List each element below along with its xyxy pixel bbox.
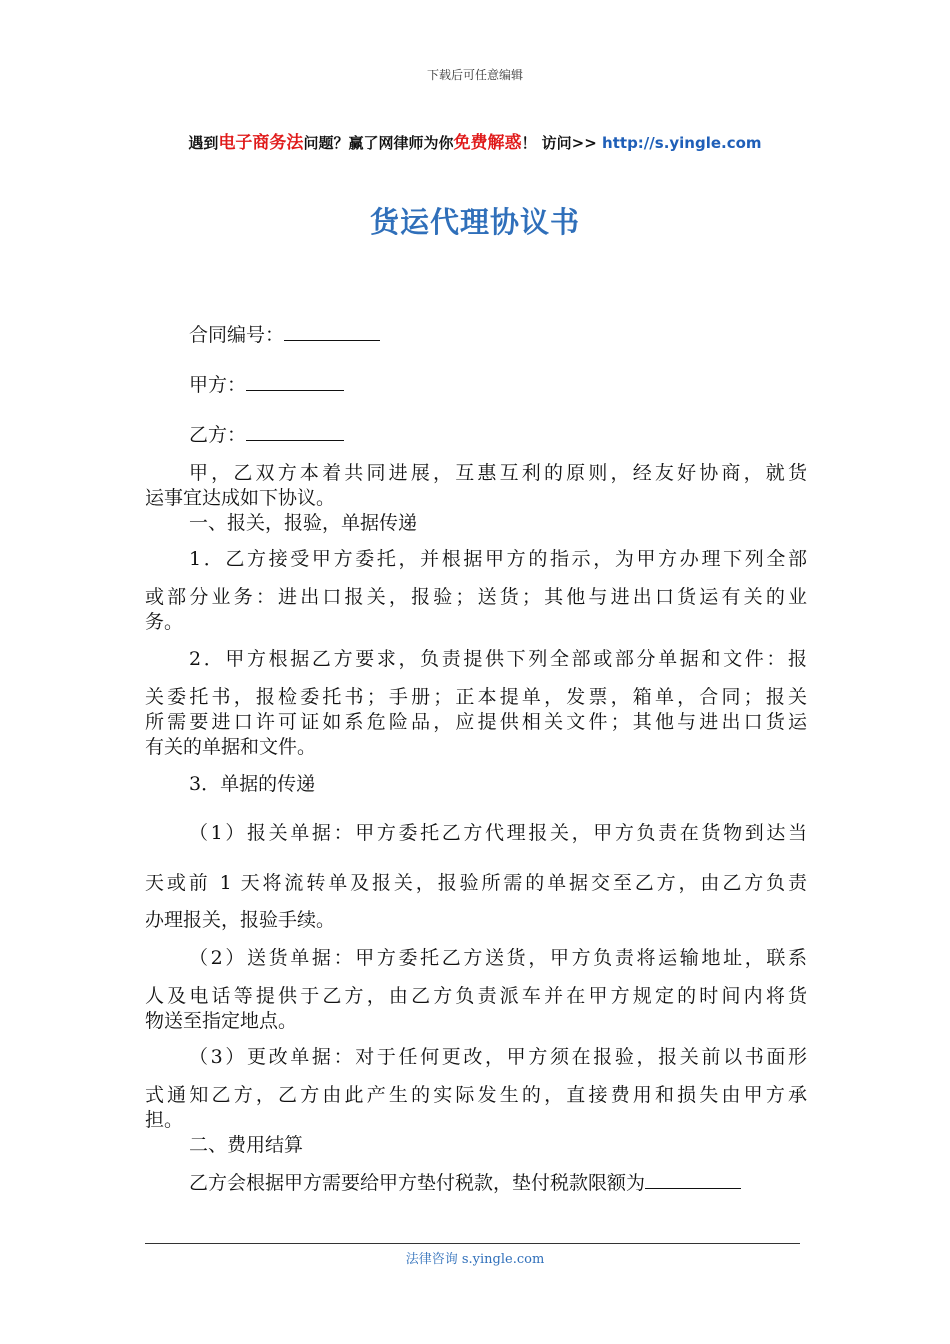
item-3a-line-3: 办理报关，报验手续。 (145, 909, 336, 931)
item-2-line-4: 有关的单据和文件。 (145, 736, 317, 758)
item-2-line-2: 关委托书，报检委托书；手册；正本提单，发票，箱单，合同；报关 (145, 686, 807, 708)
item-3b-line-3: 物送至指定地点。 (145, 1010, 298, 1032)
item-3c-line-1: （3）更改单据：对于任何更改，甲方须在报验，报关前以书面形 (189, 1046, 807, 1068)
party-b-line (189, 422, 344, 448)
footer-divider (145, 1243, 800, 1244)
item-3a-line-1: （1）报关单据：甲方委托乙方代理报关，甲方负责在货物到达当 (189, 822, 807, 844)
intro-line-2: 运事宜达成如下协议。 (145, 487, 336, 509)
promo-banner (0, 128, 950, 153)
party-b-blank (246, 422, 344, 441)
item-3a-line-2: 天或前 1 天将流转单及报关，报验所需的单据交至乙方，由乙方负责 (145, 872, 807, 894)
party-a-blank (246, 372, 344, 391)
fee-limit-blank (645, 1170, 741, 1189)
banner-highlight-free: 免费解惑 (453, 133, 522, 153)
fee-line (189, 1170, 741, 1196)
item-2-line-3: 所需要进口许可证如系危险品，应提供相关文件；其他与进出口货运 (145, 711, 807, 733)
banner-text-3: ！ 访问>> (521, 134, 603, 152)
banner-text-1: 遇到 (188, 134, 219, 152)
party-b-label: 乙方： (189, 424, 247, 446)
contract-number-line (189, 322, 380, 348)
intro-line-1: 甲，乙双方本着共同进展，互惠互利的原则，经友好协商，就货 (189, 462, 807, 484)
contract-number-label: 合同编号： (189, 324, 285, 346)
download-note: 下载后可任意编辑 (426, 68, 523, 82)
banner-link[interactable]: http://s.yingle.com (602, 134, 762, 152)
item-1-line-3: 务。 (145, 611, 184, 633)
item-3c-line-3: 担。 (145, 1109, 184, 1131)
item-1-line-1: 1．乙方接受甲方委托，并根据甲方的指示，为甲方办理下列全部 (189, 548, 807, 570)
party-a-line (189, 372, 344, 398)
section-2-heading: 二、费用结算 (189, 1134, 304, 1156)
item-3c-line-2: 式通知乙方，乙方由此产生的实际发生的，直接费用和损失由甲方承 (145, 1084, 807, 1106)
contract-number-blank (284, 322, 380, 341)
item-1-line-2: 或部分业务：进出口报关，报验；送货；其他与进出口货运有关的业 (145, 586, 807, 608)
footer-link[interactable]: 法律咨询 s.yingle.com (405, 1252, 545, 1267)
document-title: 货运代理协议书 (369, 205, 580, 239)
item-2-line-1: 2．甲方根据乙方要求，负责提供下列全部或部分单据和文件：报 (189, 648, 807, 670)
fee-text: 乙方会根据甲方需要给甲方垫付税款，垫付税款限额为 (189, 1172, 646, 1194)
banner-highlight-ecommerce-law[interactable]: 电子商务法 (218, 133, 304, 153)
item-3-heading: 3．单据的传递 (189, 773, 316, 795)
section-1-heading: 一、报关，报验，单据传递 (189, 512, 418, 534)
item-3b-line-2: 人及电话等提供于乙方，由乙方负责派车并在甲方规定的时间内将货 (145, 985, 807, 1007)
banner-text-2: 问题？赢了网律师为你 (303, 134, 454, 152)
item-3b-line-1: （2）送货单据：甲方委托乙方送货，甲方负责将运输地址，联系 (189, 947, 807, 969)
party-a-label: 甲方： (189, 374, 247, 396)
